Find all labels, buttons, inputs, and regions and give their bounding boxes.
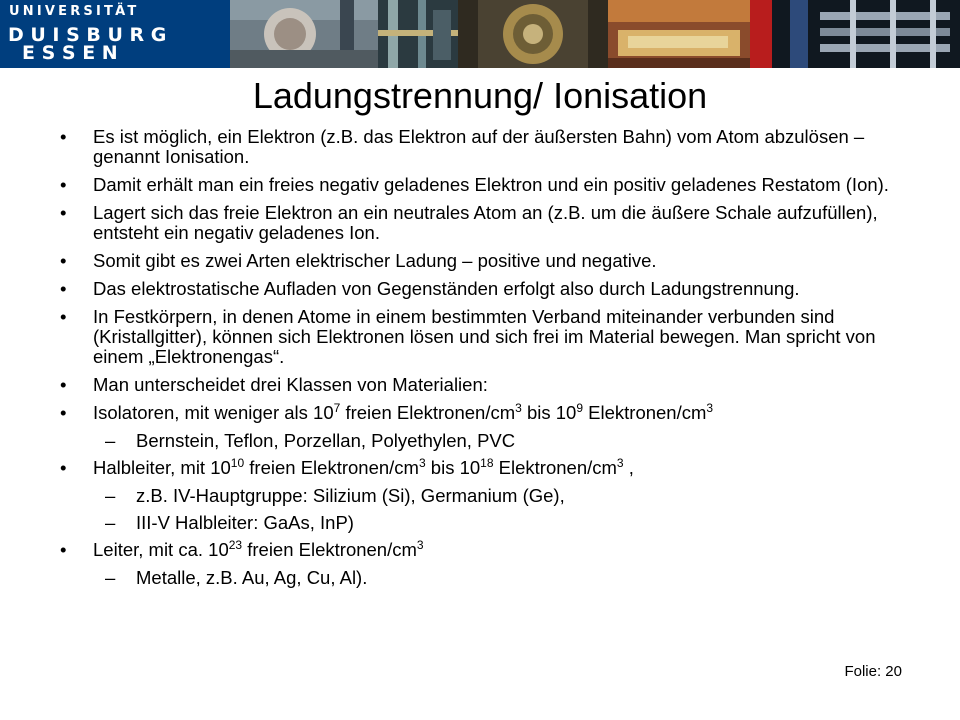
list-item-text: Man unterscheidet drei Klassen von Materialien: (93, 374, 488, 395)
list-item-text: Damit erhält man ein freies negativ geladenes Elektron und ein positiv geladenes Restatom (Ion). (93, 174, 889, 195)
list-item (60, 279, 920, 299)
list-item-text: Das elektrostatische Aufladen von Gegenständen erfolgt also durch Ladungstrennung. (93, 278, 800, 299)
logo-university-text: UNIVERSITÄT (9, 4, 140, 19)
halbleiter-text: Halbleiter, mit $10^{10}$ freien Elektronen/$cm^3$ bis $10^{18}$ Elektronen/$cm^3$ , (93, 456, 634, 478)
header-photo-strip (230, 0, 960, 68)
lab-photo-1 (230, 0, 378, 68)
sub-item-text: III-V Halbleiter: GaAs, InP) (136, 512, 354, 533)
bullet-marker: • (60, 278, 67, 299)
list-item (60, 375, 920, 395)
bullet-marker: • (60, 374, 67, 395)
dash-marker: – (105, 512, 116, 533)
bullet-marker: • (60, 174, 67, 195)
list-item (60, 307, 920, 367)
dash-marker: – (105, 485, 116, 506)
isolatoren-text: Isolatoren, mit weniger als $10^7$ freien Elektronen/$cm^3$ bis $10^9$ Elektronen/$cm^3$ (93, 401, 714, 423)
bullet-marker: • (60, 306, 67, 327)
lab-photo-5 (750, 0, 960, 68)
lab-photo-3 (458, 0, 608, 68)
slide-title: Ladungstrennung/ Ionisation (252, 75, 708, 116)
university-logo (0, 0, 230, 68)
dash-marker: – (105, 567, 116, 588)
bullet-marker: • (60, 402, 67, 423)
sub-list-item (60, 513, 920, 533)
logo-duisburg-text: D U I S B U R G (8, 24, 167, 46)
lab-photo-2 (378, 0, 458, 68)
dash-marker: – (105, 430, 116, 451)
slide-number: Folie: 20 (844, 663, 902, 680)
list-item (60, 251, 920, 271)
list-item (60, 203, 920, 243)
list-item-text: In Festkörpern, in denen Atome in einem bestimmten Verband miteinander verbunden sind (Kristallgitter), können sich Elektronen lösen und sich frei im Material bewegen. Man spricht von einem „Elektronengas“. (93, 306, 876, 367)
slide-content (60, 127, 920, 595)
list-item-isolatoren (60, 403, 920, 423)
list-item (60, 127, 920, 167)
list-item-text: Lagert sich das freie Elektron an ein neutrales Atom an (z.B. um die äußere Schale aufzufüllen), entsteht ein negativ geladenes Ion. (93, 202, 878, 243)
list-item-halbleiter (60, 458, 920, 478)
list-item-text: Somit gibt es zwei Arten elektrischer Ladung – positive und negative. (93, 250, 657, 271)
sub-item-text: z.B. IV-Hauptgruppe: Silizium (Si), Germanium (Ge), (136, 485, 565, 506)
logo-essen-text: E S S E N (22, 42, 118, 64)
sub-list-item (60, 486, 920, 506)
bullet-marker: • (60, 202, 67, 223)
list-item-leiter (60, 540, 920, 560)
bullet-marker: • (60, 539, 67, 560)
bullet-marker: • (60, 457, 67, 478)
sub-list-item (60, 431, 920, 451)
header-banner (0, 0, 960, 68)
bullet-marker: • (60, 250, 67, 271)
lab-photo-4 (608, 0, 750, 68)
sub-list-item (60, 568, 920, 588)
sub-item-text: Bernstein, Teflon, Porzellan, Polyethylen, PVC (136, 430, 516, 451)
bullet-marker: • (60, 126, 67, 147)
list-item-text: Es ist möglich, ein Elektron (z.B. das Elektron auf der äußersten Bahn) vom Atom abzulösen – genannt Ionisation. (93, 126, 865, 167)
list-item (60, 175, 920, 195)
sub-item-text: Metalle, z.B. Au, Ag, Cu, Al). (136, 567, 368, 588)
leiter-text: Leiter, mit ca. $10^{23}$ freien Elektronen/$cm^3$ (93, 538, 424, 560)
